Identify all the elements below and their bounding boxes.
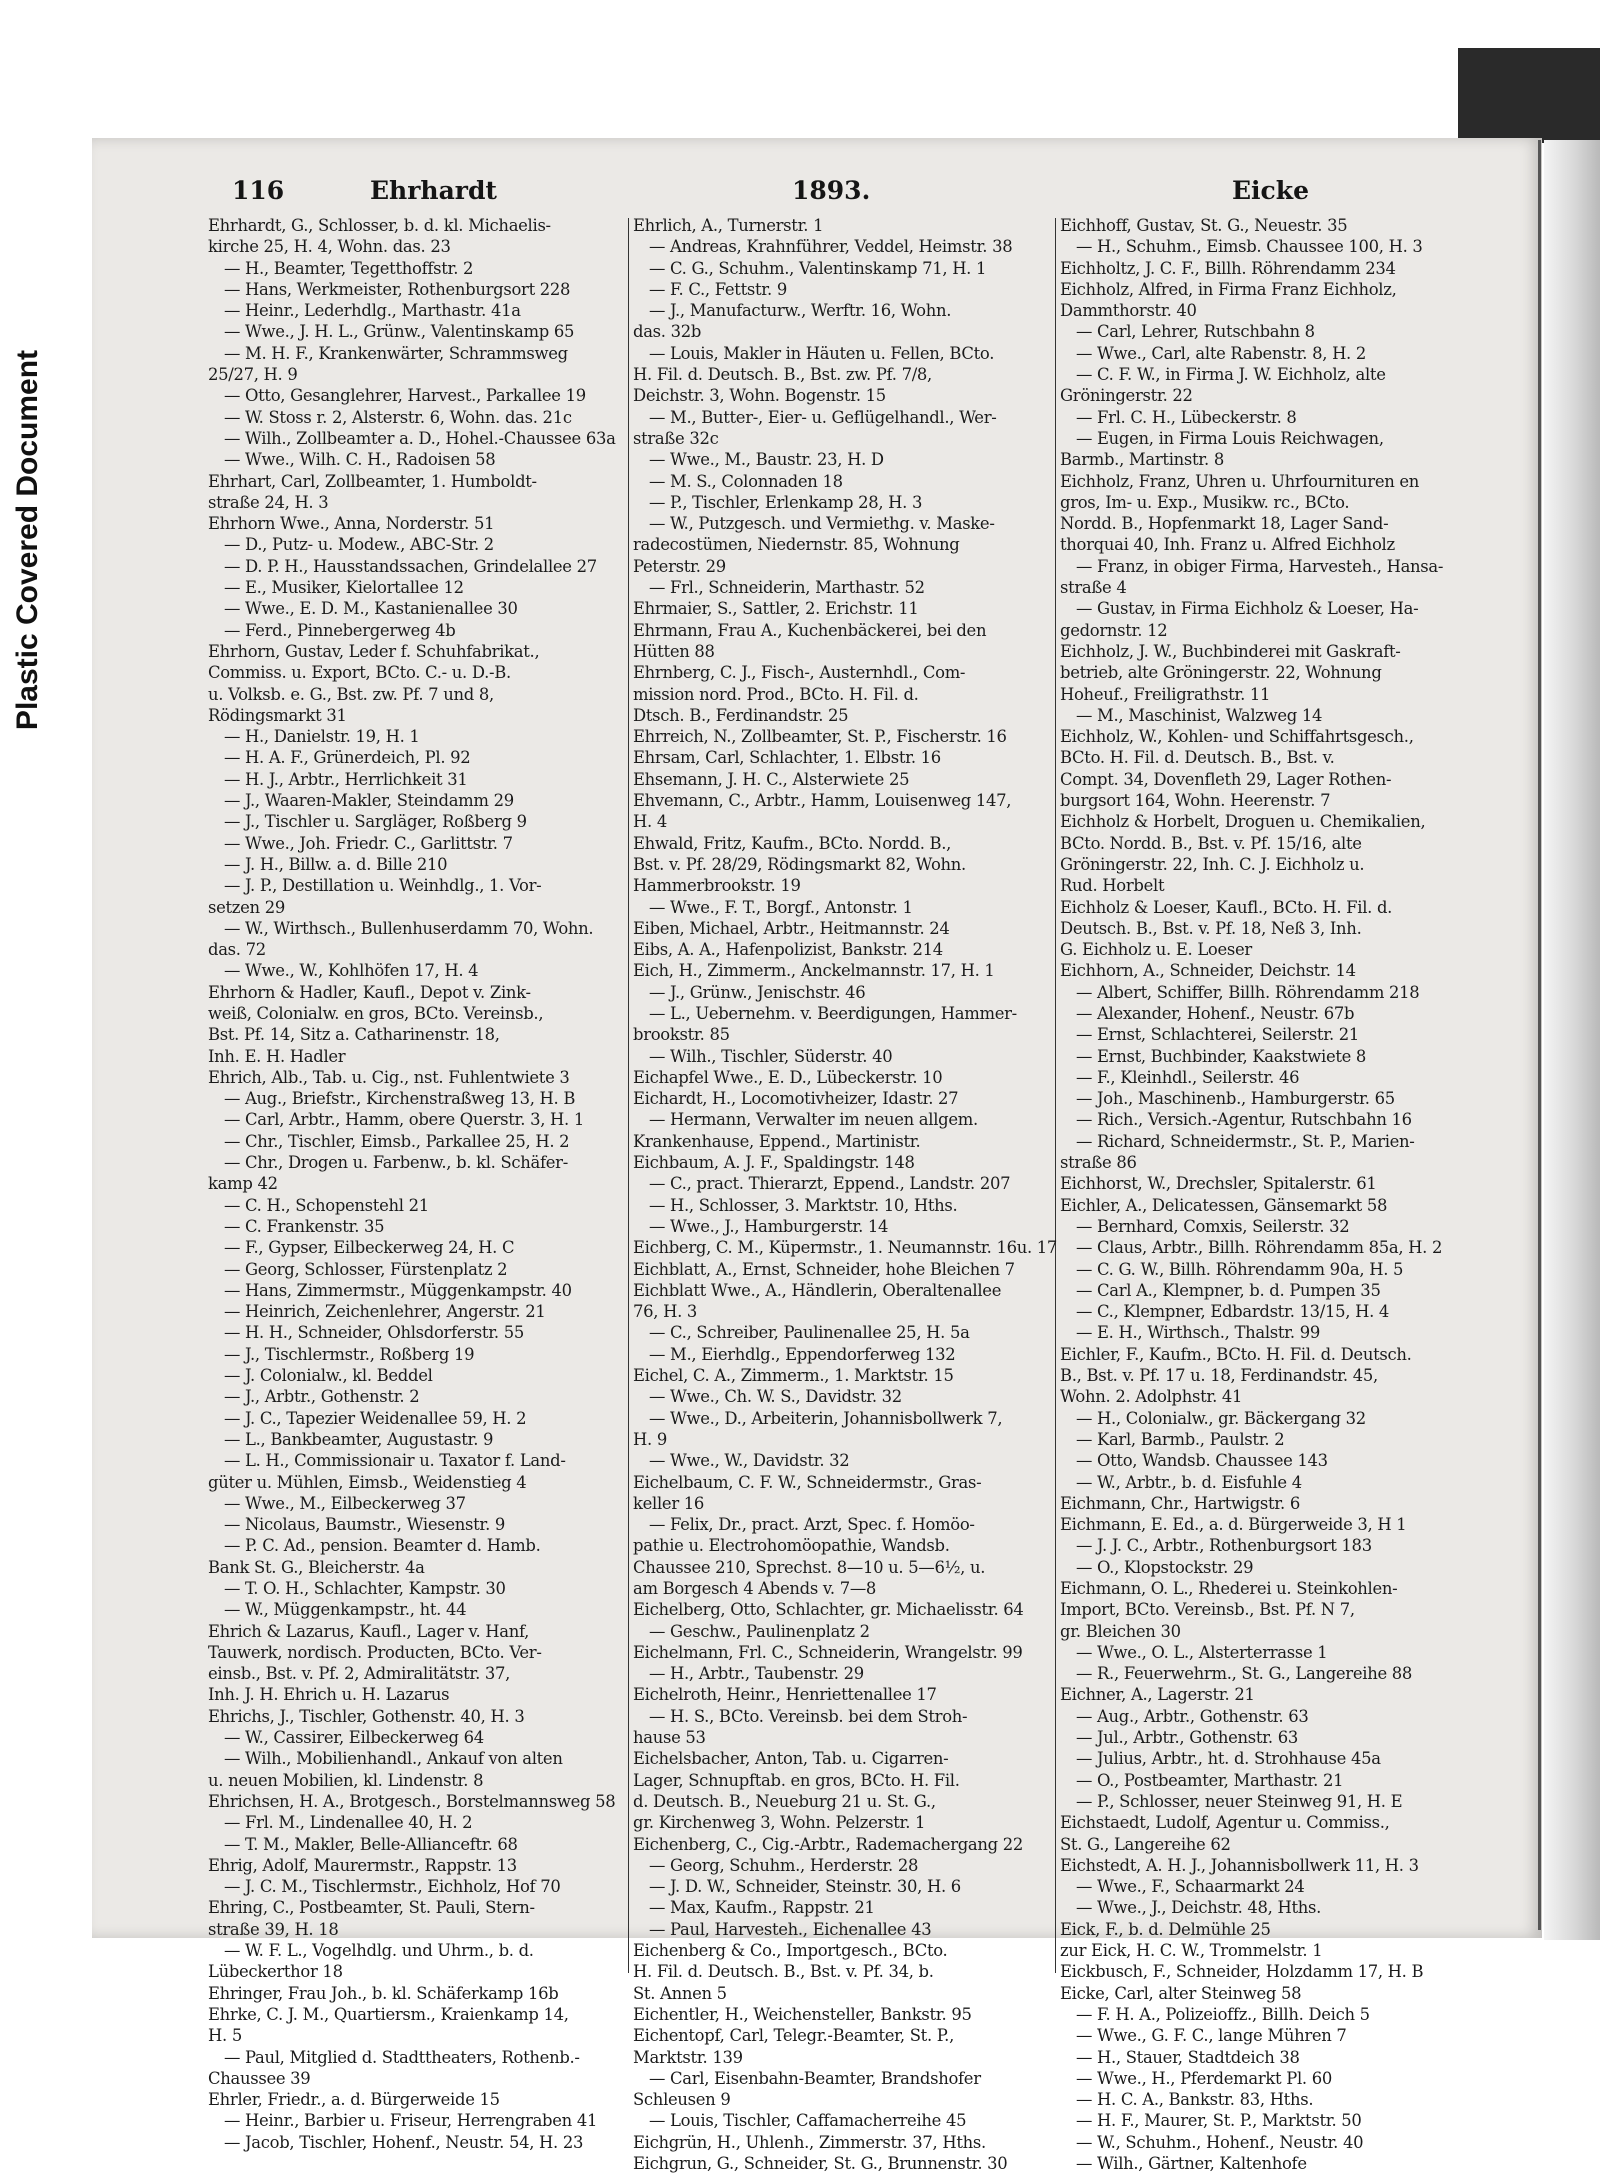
- directory-entry: — L. H., Commissionair u. Taxator f. Land-: [224, 1451, 566, 1471]
- directory-entry: Eichapfel Wwe., E. D., Lübeckerstr. 10: [633, 1067, 943, 1087]
- directory-entry: — H. A. F., Grünerdeich, Pl. 92: [224, 748, 471, 768]
- directory-entry: Eichmann, E. Ed., a. d. Bürgerweide 3, H 1: [1060, 1515, 1407, 1535]
- directory-entry: — Karl, Barmb., Paulstr. 2: [1076, 1429, 1285, 1449]
- directory-entry: — Hans, Zimmermstr., Müggenkampstr. 40: [224, 1280, 572, 1300]
- directory-entry: Eichbaum, A. J. F., Spaldingstr. 148: [633, 1153, 915, 1173]
- directory-entry: Hütten 88: [633, 641, 715, 661]
- directory-entry: — T. O. H., Schlachter, Kampstr. 30: [224, 1579, 506, 1598]
- directory-entry: keller 16: [633, 1493, 705, 1513]
- directory-entry: — H., Stauer, Stadtdeich 38: [1076, 2047, 1300, 2067]
- directory-entry: Inh. J. H. Ehrich u. H. Lazarus: [208, 1685, 450, 1705]
- directory-entry: — J., Tischlermstr., Roßberg 19: [224, 1344, 475, 1364]
- header-year: 1893.: [792, 176, 871, 205]
- directory-entry: — C. G., Schuhm., Valentinskamp 71, H. 1: [649, 258, 987, 278]
- directory-entry: St. G., Langereihe 62: [1060, 1834, 1231, 1854]
- directory-entry: Eichler, F., Kaufm., BCto. H. Fil. d. Deutsch.: [1060, 1344, 1412, 1364]
- directory-entry: straße 39, H. 18: [208, 1919, 339, 1939]
- directory-entry: — Wilh., Tischler, Süderstr. 40: [649, 1046, 893, 1066]
- directory-entry: — Wwe., Carl, alte Rabenstr. 8, H. 2: [1076, 343, 1367, 363]
- directory-entry: — Wwe., M., Eilbeckerweg 37: [224, 1493, 466, 1513]
- directory-entry: — Bernhard, Comxis, Seilerstr. 32: [1076, 1216, 1350, 1236]
- directory-entry: — M. S., Colonnaden 18: [649, 471, 843, 491]
- directory-entry: — Geschw., Paulinenplatz 2: [649, 1621, 870, 1641]
- directory-entry: — M., Maschinist, Walzweg 14: [1076, 705, 1323, 725]
- directory-entry: — H., Arbtr., Taubenstr. 29: [649, 1664, 864, 1684]
- directory-entry: — Ernst, Buchbinder, Kaakstwiete 8: [1076, 1046, 1367, 1066]
- directory-entry: G. Eichholz u. E. Loeser: [1060, 940, 1252, 960]
- directory-entry: Eichblatt, A., Ernst, Schneider, hohe Bleichen 7: [633, 1259, 1015, 1279]
- directory-entry: 76, H. 3: [633, 1302, 698, 1322]
- directory-entry: radecostümen, Niedernstr. 85, Wohnung: [633, 535, 960, 555]
- directory-entry: Ehrsam, Carl, Schlachter, 1. Elbstr. 16: [633, 748, 941, 768]
- directory-entry: — Wwe., Ch. W. S., Davidstr. 32: [649, 1387, 902, 1407]
- directory-entry: Barmb., Martinstr. 8: [1060, 450, 1224, 470]
- directory-entry: — Ernst, Schlachterei, Seilerstr. 21: [1076, 1025, 1360, 1045]
- side-label: [8, 260, 48, 820]
- directory-entry: — Julius, Arbtr., ht. d. Strohhause 45a: [1076, 1749, 1381, 1769]
- directory-entry: — W., Arbtr., b. d. Eisfuhle 4: [1076, 1472, 1302, 1492]
- directory-entry: Ehrreich, N., Zollbeamter, St. P., Fischerstr. 16: [633, 727, 1007, 747]
- directory-entry: — H. J., Arbtr., Herrlichkeit 31: [224, 769, 468, 789]
- directory-entry: — Eugen, in Firma Louis Reichwagen,: [1076, 428, 1384, 448]
- directory-entry: — H. C. A., Bankstr. 83, Hths.: [1076, 2090, 1314, 2110]
- side-label-text: Plastic Covered Document: [11, 349, 44, 731]
- directory-entry: — Hermann, Verwalter im neuen allgem.: [649, 1110, 978, 1130]
- directory-entry: Eichler, A., Delicatessen, Gänsemarkt 58: [1060, 1195, 1388, 1215]
- directory-entry: Ehrmann, Frau A., Kuchenbäckerei, bei den: [633, 620, 987, 640]
- directory-entry: — Wilh., Zollbeamter a. D., Hohel.-Chaussee 63a: [224, 428, 616, 448]
- directory-entry: — J. C., Tapezier Weidenallee 59, H. 2: [224, 1408, 527, 1428]
- directory-entry: — Wwe., F., Schaarmarkt 24: [1076, 1877, 1305, 1897]
- directory-entry: Inh. E. H. Hadler: [208, 1046, 346, 1066]
- directory-entry: — Aug., Briefstr., Kirchenstraßweg 13, H. B: [224, 1089, 576, 1109]
- directory-entry: Bank St. G., Bleicherstr. 4a: [208, 1557, 425, 1577]
- directory-entry: am Borgesch 4 Abends v. 7—8: [633, 1579, 877, 1598]
- directory-entry: Eichholz, Franz, Uhren u. Uhrfournituren en: [1060, 471, 1420, 491]
- directory-entry: — C. H., Schopenstehl 21: [224, 1195, 429, 1215]
- directory-entry: güter u. Mühlen, Eimsb., Weidenstieg 4: [208, 1472, 527, 1492]
- directory-entry: betrieb, alte Gröningerstr. 22, Wohnung: [1060, 663, 1382, 683]
- directory-entry: — P., Tischler, Erlenkamp 28, H. 3: [649, 492, 923, 512]
- directory-entry: Eichentopf, Carl, Telegr.-Beamter, St. P.,: [633, 2026, 954, 2046]
- directory-entry: Eichner, A., Lagerstr. 21: [1060, 1685, 1255, 1705]
- directory-entry: — W. F. L., Vogelhdlg. und Uhrm., b. d.: [224, 1941, 534, 1961]
- directory-entry: — H., Colonialw., gr. Bäckergang 32: [1076, 1408, 1366, 1428]
- directory-entry: — Wwe., J., Deichstr. 48, Hths.: [1076, 1898, 1322, 1918]
- directory-entry: H. Fil. d. Deutsch. B., Bst. v. Pf. 34, b.: [633, 1962, 934, 1982]
- directory-entry: Ehrlich, A., Turnerstr. 1: [633, 216, 824, 235]
- directory-entry: Tauwerk, nordisch. Producten, BCto. Ver-: [208, 1642, 542, 1662]
- directory-entry: straße 32c: [633, 428, 719, 448]
- directory-entry: Eichholz & Loeser, Kaufl., BCto. H. Fil. d.: [1060, 897, 1393, 917]
- directory-entry: hause 53: [633, 1728, 706, 1748]
- directory-entry: — Frl. C. H., Lübeckerstr. 8: [1076, 407, 1297, 427]
- directory-entry: — J. Colonialw., kl. Beddel: [224, 1366, 433, 1386]
- directory-entry: Rödingsmarkt 31: [208, 705, 347, 725]
- directory-entry: — Georg, Schuhm., Herderstr. 28: [649, 1855, 919, 1875]
- directory-entry: — J., Arbtr., Gothenstr. 2: [224, 1387, 420, 1407]
- directory-entry: — Franz, in obiger Firma, Harvesteh., Hansa-: [1076, 556, 1444, 576]
- directory-entry: — Jul., Arbtr., Gothenstr. 63: [1076, 1728, 1298, 1748]
- directory-entry: — Paul, Harvesteh., Eichenallee 43: [649, 1919, 932, 1939]
- directory-entry: thorquai 40, Inh. Franz u. Alfred Eichholz: [1060, 535, 1395, 555]
- directory-entry: — F. C., Fettstr. 9: [649, 279, 787, 299]
- directory-entry: BCto. H. Fil. d. Deutsch. B., Bst. v.: [1060, 748, 1335, 768]
- directory-entry: — Ferd., Pinnebergerweg 4b: [224, 620, 456, 640]
- directory-entry: weiß, Colonialw. en gros, BCto. Vereinsb.,: [208, 1003, 544, 1023]
- directory-entry: Ehrhart, Carl, Zollbeamter, 1. Humboldt-: [208, 471, 537, 491]
- directory-entry: H. 5: [208, 2026, 242, 2046]
- directory-entry: Eichenberg & Co., Importgesch., BCto.: [633, 1941, 948, 1961]
- directory-entry: — Heinr., Barbier u. Friseur, Herrengraben 41: [224, 2111, 598, 2131]
- directory-entry: — M., Butter-, Eier- u. Geflügelhandl., Wer-: [649, 407, 997, 427]
- directory-entry: — Carl A., Klempner, b. d. Pumpen 35: [1076, 1280, 1381, 1300]
- directory-entry: — J., Tischler u. Sargläger, Roßberg 9: [224, 812, 527, 832]
- directory-entry: H. 9: [633, 1429, 667, 1449]
- column-middle: [633, 215, 1058, 2174]
- directory-entry: — E. H., Wirthsch., Thalstr. 99: [1076, 1323, 1320, 1343]
- directory-entry: — W., Wirthsch., Bullenhuserdamm 70, Wohn.: [224, 918, 594, 938]
- directory-entry: kirche 25, H. 4, Wohn. das. 23: [208, 237, 451, 257]
- directory-entry: Dtsch. B., Ferdinandstr. 25: [633, 705, 849, 725]
- directory-entry: — Gustav, in Firma Eichholz & Loeser, Ha-: [1076, 599, 1419, 619]
- directory-entry: Chaussee 39: [208, 2068, 311, 2088]
- directory-entry: — H., Schlosser, 3. Marktstr. 10, Hths.: [649, 1195, 958, 1215]
- directory-entry: H. Fil. d. Deutsch. B., Bst. zw. Pf. 7/8,: [633, 365, 932, 385]
- directory-entry: — Wwe., W., Kohlhöfen 17, H. 4: [224, 961, 479, 981]
- directory-entry: — Wwe., O. L., Alsterterrasse 1: [1076, 1642, 1328, 1662]
- directory-entry: Ehring, C., Postbeamter, St. Pauli, Stern-: [208, 1898, 535, 1918]
- directory-entry: — Nicolaus, Baumstr., Wiesenstr. 9: [224, 1515, 506, 1535]
- directory-entry: — H., Schuhm., Eimsb. Chaussee 100, H. 3: [1076, 237, 1423, 257]
- directory-entry: Eichholz, J. W., Buchbinderei mit Gaskraft-: [1060, 641, 1401, 661]
- directory-entry: Eichholz & Horbelt, Droguen u. Chemikalien,: [1060, 812, 1426, 832]
- directory-entry: gros, Im- u. Exp., Musikw. rc., BCto.: [1060, 492, 1350, 512]
- directory-entry: Eichel, C. A., Zimmerm., 1. Marktstr. 15: [633, 1366, 954, 1386]
- directory-entry: Dammthorstr. 40: [1060, 301, 1197, 321]
- directory-entry: — Hans, Werkmeister, Rothenburgsort 228: [224, 279, 571, 299]
- directory-entry: das. 72: [208, 940, 266, 960]
- directory-entry: St. Annen 5: [633, 1983, 727, 2003]
- directory-entry: — J. C. M., Tischlermstr., Eichholz, Hof 70: [224, 1877, 561, 1897]
- directory-entry: Eiben, Michael, Arbtr., Heitmannstr. 24: [633, 918, 950, 938]
- directory-entry: Eichgrün, H., Uhlenh., Zimmerstr. 37, Hths.: [633, 2132, 986, 2152]
- directory-entry: — Wilh., Mobilienhandl., Ankauf von alten: [224, 1749, 563, 1769]
- directory-entry: Eichholz, Alfred, in Firma Franz Eichholz,: [1060, 279, 1397, 299]
- directory-entry: — F., Gypser, Eilbeckerweg 24, H. C: [224, 1238, 515, 1258]
- directory-entry: — Otto, Wandsb. Chaussee 143: [1076, 1451, 1328, 1471]
- header-right-word: Eicke: [1232, 176, 1310, 205]
- directory-entry: d. Deutsch. B., Neueburg 21 u. St. G.,: [633, 1791, 936, 1811]
- directory-entry: — Wwe., J. H. L., Grünw., Valentinskamp 65: [224, 322, 575, 342]
- directory-entry: — Rich., Versich.-Agentur, Rutschbahn 16: [1076, 1110, 1412, 1130]
- directory-entry: — F. H. A., Polizeioffz., Billh. Deich 5: [1076, 2004, 1370, 2024]
- directory-entry: Import, BCto. Vereinsb., Bst. Pf. N 7,: [1060, 1600, 1355, 1620]
- directory-entry: — H. S., BCto. Vereinsb. bei dem Stroh-: [649, 1706, 968, 1726]
- directory-entry: — Heinrich, Zeichenlehrer, Angerstr. 21: [224, 1302, 546, 1322]
- directory-entry: — Richard, Schneidermstr., St. P., Marien-: [1076, 1131, 1415, 1151]
- directory-entry: — W., Cassirer, Eilbeckerweg 64: [224, 1728, 484, 1748]
- directory-entry: Ehrnberg, C. J., Fisch-, Austernhdl., Com-: [633, 663, 966, 683]
- directory-entry: Ehrhorn Wwe., Anna, Norderstr. 51: [208, 514, 495, 534]
- directory-entry: Eichholz, W., Kohlen- und Schiffahrtsgesch.,: [1060, 727, 1414, 747]
- directory-entry: Ehrich & Lazarus, Kaufl., Lager v. Hanf,: [208, 1621, 530, 1641]
- directory-entry: — Joh., Maschinenb., Hamburgerstr. 65: [1076, 1089, 1395, 1109]
- directory-entry: — J., Grünw., Jenischstr. 46: [649, 982, 866, 1002]
- directory-entry: BCto. Nordd. B., Bst. v. Pf. 15/16, alte: [1060, 833, 1362, 853]
- directory-entry: brookstr. 85: [633, 1025, 730, 1045]
- directory-entry: — J. J. C., Arbtr., Rothenburgsort 183: [1076, 1536, 1372, 1556]
- directory-entry: — Heinr., Lederhdlg., Marthastr. 41a: [224, 301, 521, 321]
- directory-entry: Eichgrun, G., Schneider, St. G., Brunnenstr. 30: [633, 2154, 1008, 2174]
- directory-entry: gr. Bleichen 30: [1060, 1621, 1181, 1641]
- directory-entry: u. neuen Mobilien, kl. Lindenstr. 8: [208, 1770, 484, 1790]
- directory-entry: Schleusen 9: [633, 2090, 731, 2110]
- directory-entry: Ehrhorn & Hadler, Kaufl., Depot v. Zink-: [208, 982, 531, 1002]
- directory-entry: kamp 42: [208, 1174, 278, 1194]
- directory-entry: Peterstr. 29: [633, 556, 726, 576]
- directory-entry: — Georg, Schlosser, Fürstenplatz 2: [224, 1259, 508, 1279]
- directory-entry: straße 86: [1060, 1153, 1137, 1173]
- directory-entry: — P., Schlosser, neuer Steinweg 91, H. E: [1076, 1791, 1403, 1811]
- directory-entry: — W. Stoss r. 2, Alsterstr. 6, Wohn. das. 21c: [224, 407, 572, 427]
- directory-entry: Ehrig, Adolf, Maurermstr., Rappstr. 13: [208, 1855, 517, 1875]
- directory-entry: — M., Eierhdlg., Eppendorferweg 132: [649, 1344, 956, 1364]
- directory-entry: Eichmann, Chr., Hartwigstr. 6: [1060, 1493, 1300, 1513]
- directory-entry: Ehrmaier, S., Sattler, 2. Erichstr. 11: [633, 599, 919, 619]
- directory-entry: — E., Musiker, Kielortallee 12: [224, 578, 464, 598]
- directory-entry: Eick, F., b. d. Delmühle 25: [1060, 1919, 1271, 1939]
- directory-entry: — Albert, Schiffer, Billh. Röhrendamm 218: [1076, 982, 1420, 1002]
- directory-entry: — H. H., Schneider, Ohlsdorferstr. 55: [224, 1323, 525, 1343]
- directory-entry: — O., Klopstockstr. 29: [1076, 1557, 1254, 1577]
- directory-entry: — Carl, Lehrer, Rutschbahn 8: [1076, 322, 1315, 342]
- directory-entry: Eichentler, H., Weichensteller, Bankstr. 95: [633, 2004, 972, 2024]
- directory-entry: Ehrhorn, Gustav, Leder f. Schuhfabrikat.,: [208, 641, 540, 661]
- directory-entry: — Chr., Drogen u. Farbenw., b. kl. Schäfer-: [224, 1153, 568, 1173]
- directory-entry: Eichberg, C. M., Küpermstr., 1. Neumannstr. 16u. 17: [633, 1238, 1058, 1258]
- directory-entry: — C. F. W., in Firma J. W. Eichholz, alte: [1076, 365, 1386, 385]
- directory-entry: Ehvemann, C., Arbtr., Hamm, Louisenweg 147,: [633, 791, 1012, 811]
- directory-entry: Eichblatt Wwe., A., Händlerin, Oberaltenallee: [633, 1280, 1002, 1300]
- directory-entry: — F., Kleinhdl., Seilerstr. 46: [1076, 1067, 1300, 1087]
- directory-entry: — J. P., Destillation u. Weinhdlg., 1. Vor-: [224, 876, 542, 896]
- directory-entry: Eichelsbacher, Anton, Tab. u. Cigarren-: [633, 1749, 949, 1769]
- directory-entry: Eicke, Carl, alter Steinweg 58: [1060, 1983, 1302, 2003]
- directory-entry: Ehwald, Fritz, Kaufm., BCto. Nordd. B.,: [633, 833, 952, 853]
- directory-entry: Hoheuf., Freiligrathstr. 11: [1060, 684, 1271, 704]
- directory-entry: — Frl., Schneiderin, Marthastr. 52: [649, 578, 925, 598]
- directory-entry: Eibs, A. A., Hafenpolizist, Bankstr. 214: [633, 940, 943, 960]
- directory-entry: gedornstr. 12: [1060, 620, 1168, 640]
- directory-entry: — W., Putzgesch. und Vermiethg. v. Maske-: [649, 514, 995, 534]
- directory-entry: Ehrichs, J., Tischler, Gothenstr. 40, H. 3: [208, 1706, 525, 1726]
- directory-entry: straße 24, H. 3: [208, 492, 329, 512]
- directory-entry: Deutsch. B., Bst. v. Pf. 18, Neß 3, Inh.: [1060, 918, 1362, 938]
- directory-entry: Eichstaedt, Ludolf, Agentur u. Commiss.,: [1060, 1813, 1390, 1833]
- book-page-edge: [1544, 140, 1600, 1940]
- page-edge-line: [1538, 140, 1541, 1930]
- directory-entry: — Alexander, Hohenf., Neustr. 67b: [1076, 1003, 1355, 1023]
- directory-entry: — Carl, Eisenbahn-Beamter, Brandshofer: [649, 2068, 981, 2088]
- directory-entry: — L., Bankbeamter, Augustastr. 9: [224, 1429, 494, 1449]
- directory-entry: — Jacob, Tischler, Hohenf., Neustr. 54, H. 23: [224, 2132, 584, 2152]
- directory-entry: — Carl, Arbtr., Hamm, obere Querstr. 3, H. 1: [224, 1110, 584, 1130]
- directory-entry: einsb., Bst. v. Pf. 2, Admiralitätstr. 37,: [208, 1664, 511, 1684]
- directory-entry: — T. M., Makler, Belle-Allianceftr. 68: [224, 1834, 518, 1854]
- directory-entry: Ehsemann, J. H. C., Alsterwiete 25: [633, 769, 910, 789]
- directory-entry: Eichhorn, A., Schneider, Deichstr. 14: [1060, 961, 1356, 981]
- header-left-word: Ehrhardt: [370, 176, 497, 205]
- directory-entry: Krankenhause, Eppend., Martinistr.: [633, 1131, 921, 1151]
- directory-entry: Gröningerstr. 22: [1060, 386, 1193, 406]
- directory-entry: — Wilh., Gärtner, Kaltenhofe: [1076, 2154, 1307, 2174]
- directory-entry: Ehrich, Alb., Tab. u. Cig., nst. Fuhlentwiete 3: [208, 1067, 570, 1087]
- directory-entry: Eichhorst, W., Drechsler, Spitalerstr. 61: [1060, 1174, 1377, 1194]
- directory-entry: zur Eick, H. C. W., Trommelstr. 1: [1060, 1941, 1323, 1961]
- directory-entry: Eichelberg, Otto, Schlachter, gr. Michaelisstr. 64: [633, 1600, 1024, 1620]
- directory-entry: — Wwe., G. F. C., lange Mühren 7: [1076, 2026, 1347, 2046]
- page-header: [232, 176, 1310, 216]
- directory-entry: — D., Putz- u. Modew., ABC-Str. 2: [224, 535, 494, 555]
- directory-entry: — Wwe., D., Arbeiterin, Johannisbollwerk 7,: [649, 1408, 1003, 1428]
- directory-entry: — H. F., Maurer, St. P., Marktstr. 50: [1076, 2111, 1362, 2131]
- directory-entry: Eichholtz, J. C. F., Billh. Röhrendamm 234: [1060, 258, 1396, 278]
- directory-entry: Lager, Schnupftab. en gros, BCto. H. Fil.: [633, 1770, 960, 1790]
- directory-entry: — D. P. H., Hausstandssachen, Grindelallee 27: [224, 556, 597, 576]
- directory-entry: das. 32b: [633, 322, 702, 342]
- directory-entry: — Aug., Arbtr., Gothenstr. 63: [1076, 1706, 1309, 1726]
- directory-entry: Eichelmann, Frl. C., Schneiderin, Wrangelstr. 99: [633, 1642, 1023, 1662]
- directory-entry: — Louis, Makler in Häuten u. Fellen, BCto.: [649, 343, 995, 363]
- directory-entry: Eichmann, O. L., Rhederei u. Steinkohlen-: [1060, 1579, 1398, 1598]
- directory-entry: Commiss. u. Export, BCto. C.- u. D.-B.: [208, 663, 511, 683]
- directory-entry: Nordd. B., Hopfenmarkt 18, Lager Sand-: [1060, 514, 1389, 534]
- directory-entry: burgsort 164, Wohn. Heerenstr. 7: [1060, 791, 1331, 811]
- directory-entry: — Andreas, Krahnführer, Veddel, Heimstr. 38: [649, 237, 1013, 257]
- directory-entry: straße 4: [1060, 578, 1127, 598]
- directory-entry: — P. C. Ad., pension. Beamter d. Hamb.: [224, 1536, 541, 1556]
- directory-entry: Chaussee 210, Sprechst. 8—10 u. 5—6½, u.: [633, 1557, 986, 1577]
- directory-entry: — H., Beamter, Tegetthoffstr. 2: [224, 258, 474, 278]
- directory-entry: Eichhoff, Gustav, St. G., Neuestr. 35: [1060, 216, 1348, 235]
- directory-entry: Eichstedt, A. H. J., Johannisbollwerk 11, H. 3: [1060, 1855, 1419, 1875]
- directory-entry: Eickbusch, F., Schneider, Holzdamm 17, H. B: [1060, 1962, 1424, 1982]
- directory-entry: Wohn. 2. Adolphstr. 41: [1060, 1387, 1243, 1407]
- directory-entry: — Wwe., F. T., Borgf., Antonstr. 1: [649, 897, 913, 917]
- directory-entry: — M. H. F., Krankenwärter, Schrammsweg: [224, 343, 568, 363]
- directory-entry: — Wwe., W., Davidstr. 32: [649, 1451, 850, 1471]
- directory-entry: — Chr., Tischler, Eimsb., Parkallee 25, H. 2: [224, 1131, 570, 1151]
- directory-entry: — Claus, Arbtr., Billh. Röhrendamm 85a, H. 2: [1076, 1238, 1443, 1258]
- directory-entry: Eich, H., Zimmerm., Anckelmannstr. 17, H. 1: [633, 961, 995, 981]
- directory-entry: — R., Feuerwehrm., St. G., Langereihe 88: [1076, 1664, 1413, 1684]
- directory-entry: Eichardt, H., Locomotivheizer, Idastr. 27: [633, 1089, 959, 1109]
- directory-entry: Eichelbaum, C. F. W., Schneidermstr., Gras-: [633, 1472, 982, 1492]
- directory-entry: — O., Postbeamter, Marthastr. 21: [1076, 1770, 1344, 1790]
- directory-entry: — Wwe., Joh. Friedr. C., Garlittstr. 7: [224, 833, 513, 853]
- directory-entry: — Otto, Gesanglehrer, Harvest., Parkallee 19: [224, 386, 586, 406]
- directory-entry: Lübeckerthor 18: [208, 1962, 343, 1982]
- scanner-dark-corner: [1458, 48, 1600, 143]
- column-left: [208, 215, 633, 2153]
- directory-entry: — W., Schuhm., Hohenf., Neustr. 40: [1076, 2132, 1364, 2152]
- directory-entry: — Wwe., H., Pferdemarkt Pl. 60: [1076, 2068, 1332, 2088]
- directory-entry: — J., Manufacturw., Werftr. 16, Wohn.: [649, 301, 952, 321]
- directory-entry: Compt. 34, Dovenfleth 29, Lager Rothen-: [1060, 769, 1392, 789]
- directory-entry: — W., Müggenkampstr., ht. 44: [224, 1600, 467, 1620]
- directory-entry: mission nord. Prod., BCto. H. Fil. d.: [633, 684, 919, 704]
- directory-entry: — Wwe., M., Baustr. 23, H. D: [649, 450, 884, 470]
- directory-entry: — J., Waaren-Makler, Steindamm 29: [224, 791, 514, 811]
- directory-entry: Marktstr. 139: [633, 2047, 743, 2067]
- directory-entry: — Wwe., E. D. M., Kastanienallee 30: [224, 599, 518, 619]
- directory-entry: — C., Klempner, Edbardstr. 13/15, H. 4: [1076, 1302, 1390, 1322]
- directory-entry: Eichelroth, Heinr., Henriettenallee 17: [633, 1685, 937, 1705]
- directory-entry: Ehrichsen, H. A., Brotgesch., Borstelmannsweg 58: [208, 1791, 616, 1811]
- directory-entry: — Frl. M., Lindenallee 40, H. 2: [224, 1813, 473, 1833]
- directory-entry: Gröningerstr. 22, Inh. C. J. Eichholz u.: [1060, 854, 1365, 874]
- directory-entry: gr. Kirchenweg 3, Wohn. Pelzerstr. 1: [633, 1813, 926, 1833]
- directory-entry: u. Volksb. e. G., Bst. zw. Pf. 7 und 8,: [208, 684, 494, 704]
- directory-entry: — J. H., Billw. a. d. Bille 210: [224, 854, 448, 874]
- directory-entry: — C. Frankenstr. 35: [224, 1216, 385, 1236]
- directory-entry: Ehrhardt, G., Schlosser, b. d. kl. Michaelis-: [208, 216, 551, 235]
- directory-entry: — J. D. W., Schneider, Steinstr. 30, H. 6: [649, 1877, 961, 1897]
- directory-entry: — Wwe., J., Hamburgerstr. 14: [649, 1216, 889, 1236]
- page-number: 116: [232, 176, 285, 205]
- directory-entry: B., Bst. v. Pf. 17 u. 18, Ferdinandstr. 45,: [1060, 1366, 1378, 1386]
- directory-entry: — C., Schreiber, Paulinenallee 25, H. 5a: [649, 1323, 970, 1343]
- directory-entry: Bst. v. Pf. 28/29, Rödingsmarkt 82, Wohn.: [633, 854, 966, 874]
- directory-entry: Hammerbrookstr. 19: [633, 876, 801, 896]
- directory-entry: — H., Danielstr. 19, H. 1: [224, 727, 420, 747]
- directory-entry: Ehrler, Friedr., a. d. Bürgerweide 15: [208, 2090, 500, 2110]
- directory-entry: Ehringer, Frau Joh., b. kl. Schäferkamp 16b: [208, 1983, 559, 2003]
- directory-entry: — Wwe., Wilh. C. H., Radoisen 58: [224, 450, 496, 470]
- directory-entry: — Louis, Tischler, Caffamacherreihe 45: [649, 2111, 967, 2131]
- directory-entry: setzen 29: [208, 897, 285, 917]
- directory-entry: — C. G. W., Billh. Röhrendamm 90a, H. 5: [1076, 1259, 1404, 1279]
- directory-entry: H. 4: [633, 812, 667, 832]
- directory-entry: Rud. Horbelt: [1060, 876, 1165, 896]
- directory-entry: Ehrke, C. J. M., Quartiersm., Kraienkamp 14,: [208, 2004, 569, 2024]
- directory-entry: Eichenberg, C., Cig.-Arbtr., Rademachergang 22: [633, 1834, 1024, 1854]
- directory-entry: — Max, Kaufm., Rappstr. 21: [649, 1898, 875, 1918]
- directory-entry: — Felix, Dr., pract. Arzt, Spec. f. Homöo-: [649, 1515, 975, 1535]
- column-right: [1060, 215, 1485, 2174]
- directory-entry: — C., pract. Thierarzt, Eppend., Landstr. 207: [649, 1174, 1011, 1194]
- directory-entry: Bst. Pf. 14, Sitz a. Catharinenstr. 18,: [208, 1025, 500, 1045]
- directory-entry: — Paul, Mitglied d. Stadttheaters, Rothenb.-: [224, 2047, 580, 2067]
- directory-entry: Deichstr. 3, Wohn. Bogenstr. 15: [633, 386, 886, 406]
- directory-entry: pathie u. Electrohomöopathie, Wandsb.: [633, 1536, 950, 1556]
- directory-entry: — L., Uebernehm. v. Beerdigungen, Hammer-: [649, 1003, 1017, 1023]
- directory-entry: 25/27, H. 9: [208, 365, 298, 385]
